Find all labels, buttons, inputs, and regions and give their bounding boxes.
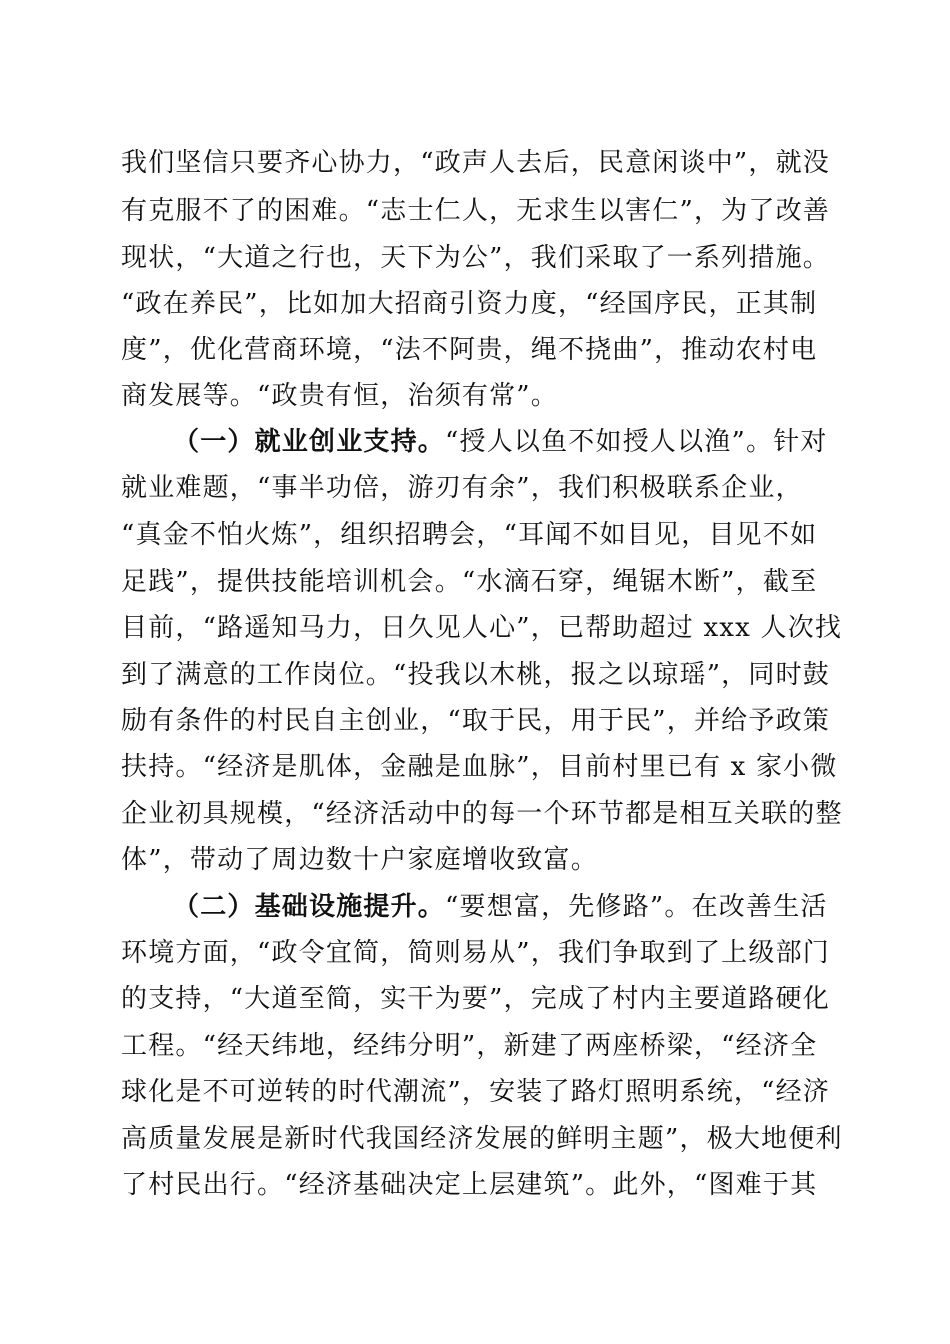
text-line: 了村民出行。“经济基础决定上层建筑”。此外，“图难于其 [121,1170,818,1200]
text-line: 商发展等。“政贵有恒，治须有常”。 [121,381,558,411]
section-first-line-text: “要想富，先修路”。在改善生活 [445,892,828,922]
section-first-line-text: “授人以鱼不如授人以渔”。针对 [445,427,828,457]
text-line: “真金不怕火炼”，组织招聘会，“耳闻不如目见，目见不如 [121,520,818,550]
text-line: 就业难题，“事半功倍，游刃有余”，我们积极联系企业， [121,473,803,503]
text-line: 环境方面，“政令宜简，简则易从”，我们争取到了上级部门 [121,938,830,968]
text-line: 我们坚信只要齐心协力，“政声人去后，民意闲谈中”，就没 [121,148,830,178]
text-line: 的支持，“大道至简，实干为要”，完成了村内主要道路硬化 [121,984,830,1014]
section-first-line [173,885,828,929]
text-line: 企业初具规模，“经济活动中的每一个环节都是相互关联的整 [121,799,843,829]
section-first-line [173,420,828,464]
text-line: 工程。“经天纬地，经纬分明”，新建了两座桥梁，“经济全 [121,1031,818,1061]
text-line: 高质量发展是新时代我国经济发展的鲜明主题”，极大地便利 [121,1124,843,1154]
text-line: 度”，优化营商环境，“法不阿贵，绳不挠曲”，推动农村电 [121,335,818,365]
text-line: 现状，“大道之行也，天下为公”，我们采取了一系列措施。 [121,243,830,273]
text-line: 足践”，提供技能培训机会。“水滴石穿，绳锯木断”，截至 [121,567,818,597]
text-line: 励有条件的村民自主创业，“取于民，用于民”，并给予政策 [121,706,830,736]
text-line: 目前，“路遥知马力，日久见人心”，已帮助超过 xxx 人次找 [121,613,843,643]
text-line: 扶持。“经济是肌体，金融是血脉”，目前村里已有 x 家小微 [121,752,838,782]
section-heading: （一）就业创业支持。 [173,427,446,457]
text-line: 体”，带动了周边数十户家庭增收致富。 [121,845,598,875]
text-line: 球化是不可逆转的时代潮流”，安装了路灯照明系统，“经济 [121,1077,830,1107]
text-line: 到了满意的工作岗位。“投我以木桃，报之以琼瑶”，同时鼓 [121,660,830,690]
section-heading: （二）基础设施提升。 [173,892,446,922]
text-line: 有克服不了的困难。“志士仁人，无求生以害仁”，为了改善 [121,196,830,226]
text-line: “政在养民”，比如加大招商引资力度，“经国序民，正其制 [121,289,818,319]
